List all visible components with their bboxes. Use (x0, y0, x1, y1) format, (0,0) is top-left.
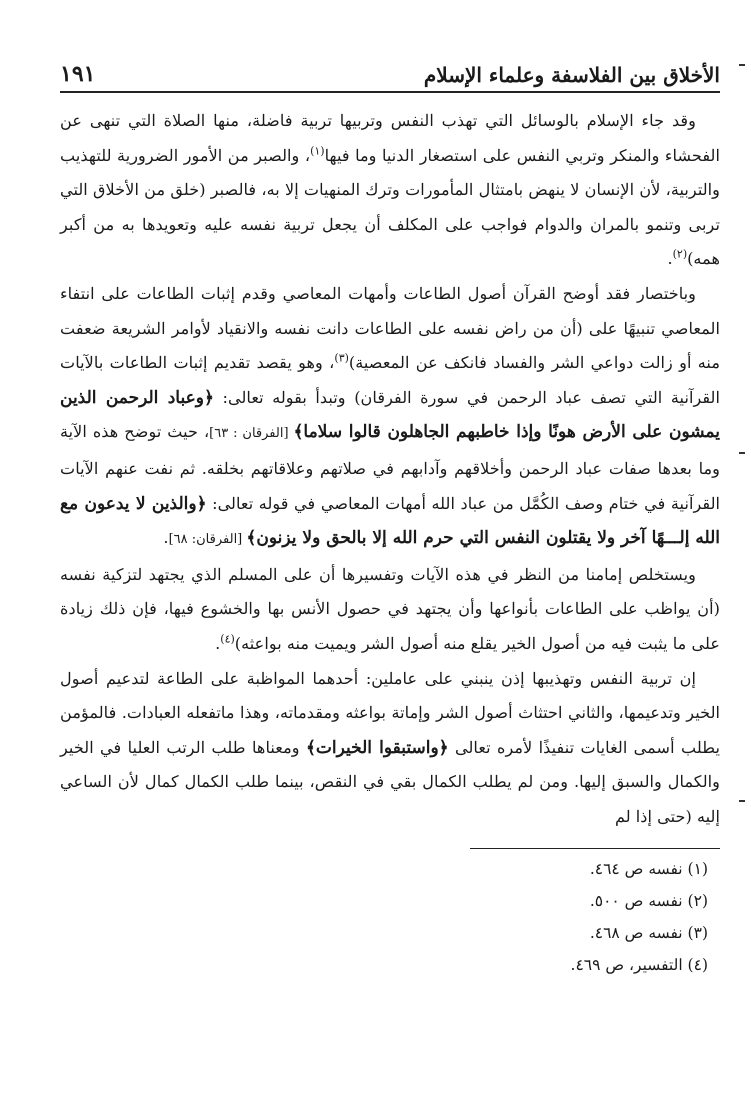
footnotes (60, 853, 720, 981)
footnote: (٢) نفسه ص ٥٠٠. (589, 892, 708, 911)
paragraph (60, 558, 720, 662)
paragraph (60, 277, 720, 558)
body-text (60, 104, 720, 834)
footnote: (٤) التفسير، ص ٤٦٩. (570, 956, 708, 975)
header-title: الأخلاق بين الفلاسفة وعلماء الإسلام (423, 63, 720, 87)
text-segment: وباختصار فقد أوضح القرآن أصول الطاعات وأمهات المعاصي وقدم إثبات الطاعات على انتفاء المعاصي تنبيهًا على (أن من راض نفسه على الطاعات دانت نفسه والانقياد لأوامر الشريعة ضعفت منه أو زالت دواعي الشر والفساد فانكف عن المعصية) (60, 283, 720, 373)
text-segment: إن تربية النفس وتهذيبها إذن ينبني على عاملين: أحدهما المواظبة على الطاعة لتدعيم أصول الخير وتدعيمها، والثاني احتثاث أصول الشر وإماتة بواعثه ومقدماته، وهذا ماتفعله العبادات. فالمؤمن يطلب أسمى الغايات تنفيذًا لأمره تعالى (60, 668, 721, 757)
paragraph (60, 662, 720, 835)
paragraph (60, 104, 720, 277)
page-number: ١٩١ (60, 61, 96, 87)
verse-reference: [الفرقان: ٦٨] (168, 532, 247, 548)
margin-tick (739, 64, 745, 66)
text-segment: ومعناها طلب الرتب العليا في الخير والكمال والسبق إليها. ومن لم يطلب الكمال بقي في النقص، بينما طلب الكمال كمال لأن الساعي إليه (حتى إذا لم (60, 737, 720, 826)
text-segment: ، وهو يقصد تقديم إثبات الطاعات بالآيات القرآنية التي تصف عباد الرحمن في سورة الفرقان) وتبدأ بقوله تعالى: (60, 353, 720, 407)
text-segment: ويستخلص إمامنا من النظر في هذه الآيات وتفسيرها أن على المسلم الذي يجتهد لتزكية نفسه (أن يواظب على الطاعات بأنواعها وأن يجتهد في حصول الأنس بها والخشوع فيها، فإن ذلك زيادة على ما يثبت فيه من أصول الخير يقلع منه أصول الشر ويميت منه بواعثه) (60, 564, 720, 653)
footnote: (١) نفسه ص ٤٦٤. (589, 860, 708, 879)
footnote-marker: (٢) (672, 247, 688, 261)
footnote-marker: (١) (310, 144, 325, 158)
margin-tick (739, 800, 745, 802)
footnote-separator (470, 848, 720, 849)
quran-verse: ﴿والذين لا يدعون مع الله إلـــهًا آخر ولا يقتلون النفس التي حرم الله إلا بالحق ولا يزنون﴾ (60, 493, 720, 549)
quran-verse: ﴿واستبقوا الخيرات﴾ (305, 737, 449, 758)
footnote: (٣) نفسه ص ٤٦٨. (589, 924, 708, 943)
footnote-marker: (٤) (220, 632, 235, 646)
text-segment: . (215, 633, 221, 653)
running-header (60, 55, 720, 93)
text-segment: ، والصبر من الأمور الضرورية للتهذيب والتربية، لأن الإنسان لا ينهض بامتثال المأمورات وترك المنهيات إلا به، فالصبر (خلق من الأخلاق التي تربى وتنمو بالمران والدوام فواجب على المكلف أن يجعل تربية نفسه عليه وتعويدها به من أكبر همه) (60, 145, 720, 269)
text-segment: ، حيث توضح هذه الآية وما بعدها صفات عباد الرحمن وأخلاقهم وآدابهم في صلاتهم وعلاقاتهم بخلقه. ثم نفت عنهم الآيات القرآنية في ختام وصف الكُمَّل من عباد الله أمهات المعاصي في قوله تعالى: (60, 422, 720, 513)
margin-tick (739, 452, 745, 454)
footnote-marker: (٣) (334, 351, 349, 365)
text-segment: . (667, 249, 673, 269)
quran-verse: ﴿وعباد الرحمن الذين يمشون على الأرض هونًا وإذا خاطبهم الجاهلون قالوا سلاما﴾ (60, 387, 720, 443)
book-page (60, 55, 720, 981)
text-segment: وقد جاء الإسلام بالوسائل التي تهذب النفس وتربيها تربية فاضلة، منها الصلاة التي تنهى عن الفحشاء والمنكر وتربي النفس على استصغار الدنيا وما فيها (60, 111, 720, 165)
verse-reference: [الفرقان : ٦٣] (209, 426, 294, 442)
text-segment: . (163, 528, 169, 548)
